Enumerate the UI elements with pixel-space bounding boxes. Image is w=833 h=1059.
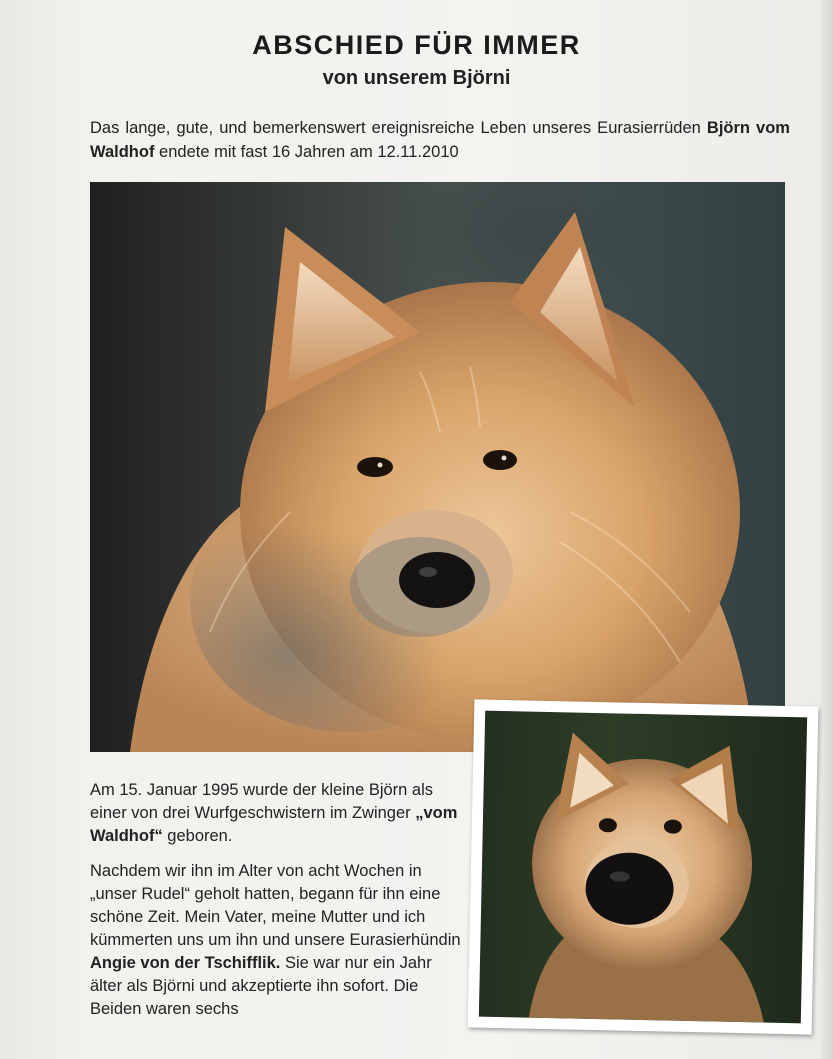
intro-dog-name: Björn vom Waldhof — [90, 119, 790, 161]
para1-text-1: Am 15. Januar 1995 wurde der kleine Björn als einer von drei Wurfgeschwistern im Zwinger — [90, 781, 434, 822]
puppy-photo — [479, 711, 807, 1024]
intro-text-2: endete mit fast 16 Jahren am 12.11.2010 — [154, 143, 459, 161]
main-dog-photo — [90, 182, 785, 752]
intro-paragraph — [90, 116, 790, 164]
adult-dog-illustration — [90, 182, 785, 752]
body-paragraph-2 — [90, 860, 466, 1021]
article-subtitle: von unserem Björni — [322, 67, 511, 89]
page-edge-shadow — [819, 0, 833, 1059]
para2-text-1: Nachdem wir ihn im Alter von acht Wochen in „unser Rudel“ geholt hatten, begann für ihn eine schöne Zeit. Mein Vater, meine Mutter und ich kümmerten uns um ihn und unsere Eurasierhündin — [90, 862, 461, 949]
para1-text-2: geboren. — [162, 827, 233, 845]
article-body — [90, 779, 466, 1033]
intro-text-1: Das lange, gute, und bemerkenswert ereignisreiche Leben unseres Eurasierrüden — [90, 119, 701, 137]
kennel-name: „vom Waldhof“ — [90, 804, 458, 845]
body-paragraph-1 — [90, 779, 466, 848]
puppy-photo-frame — [468, 699, 819, 1034]
angie-name: Angie von der Tschifflik. — [90, 954, 281, 972]
article-title: ABSCHIED FÜR IMMER — [252, 30, 581, 60]
para2-text-2: Sie war nur ein Jahr älter als Björni und akzeptierte ihn sofort. Die Beiden waren sechs — [90, 954, 432, 1018]
puppy-illustration — [479, 711, 807, 1024]
